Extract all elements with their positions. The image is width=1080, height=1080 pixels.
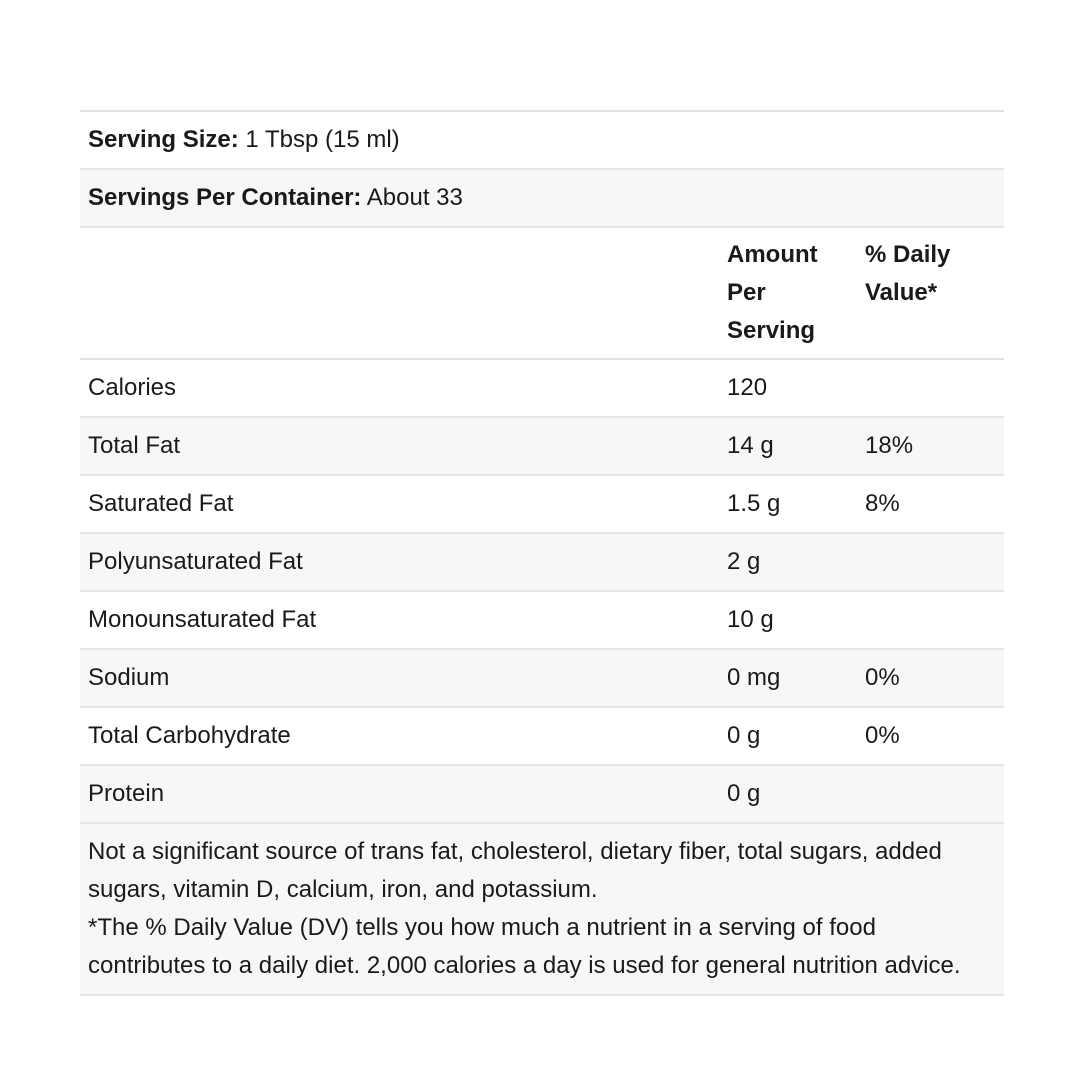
- nutrient-daily-value: [865, 775, 1004, 822]
- nutrient-amount: 0 mg: [727, 664, 781, 691]
- amount-column-header: Amount Per Serving: [727, 241, 818, 344]
- servings-per-container-label: Servings Per Container:: [88, 184, 362, 211]
- nutrient-row: [80, 650, 1004, 708]
- nutrient-name: Polyunsaturated Fat: [88, 548, 303, 575]
- nutrient-name: Total Fat: [88, 432, 181, 459]
- serving-size-label: Serving Size:: [88, 126, 239, 153]
- nutrient-amount: 14 g: [727, 432, 774, 459]
- nutrient-row: [80, 534, 1004, 592]
- nutrient-daily-value: [865, 543, 1004, 590]
- nutrient-amount: 10 g: [727, 606, 774, 633]
- daily-value-note: *The % Daily Value (DV) tells you how much a nutrient in a serving of food contributes to a daily diet. 2,000 calories a day is used for general nutrition advice.: [88, 914, 961, 979]
- nutrient-amount: 1.5 g: [727, 490, 781, 517]
- nutrient-amount: 0 g: [727, 780, 761, 807]
- not-significant-note: Not a significant source of trans fat, cholesterol, dietary fiber, total sugars, added sugars, vitamin D, calcium, iron, and potassium.: [88, 838, 942, 903]
- nutrient-amount: 2 g: [727, 548, 761, 575]
- nutrient-name: Protein: [88, 780, 165, 807]
- column-header-row: [80, 228, 1004, 360]
- nutrient-name: Calories: [88, 374, 177, 401]
- nutrient-name: Monounsaturated Fat: [88, 606, 317, 633]
- nutrient-row: [80, 592, 1004, 650]
- nutrient-daily-value: 0%: [865, 664, 900, 691]
- nutrient-name: Total Carbohydrate: [88, 722, 291, 749]
- nutrient-name: Saturated Fat: [88, 490, 234, 517]
- daily-value-column-header: % Daily Value*: [865, 241, 951, 306]
- serving-size-value: 1 Tbsp (15 ml): [245, 126, 400, 153]
- nutrient-row: [80, 418, 1004, 476]
- nutrient-row: [80, 360, 1004, 418]
- nutrient-daily-value: [865, 369, 1004, 416]
- nutrient-daily-value: 0%: [865, 722, 900, 749]
- nutrient-daily-value: [865, 601, 1004, 648]
- nutrient-daily-value: 8%: [865, 490, 900, 517]
- nutrient-name: Sodium: [88, 664, 170, 691]
- servings-per-container-value: About 33: [366, 184, 463, 211]
- nutrient-daily-value: 18%: [865, 432, 914, 459]
- serving-size-row: [80, 112, 1004, 170]
- nutrient-row: [80, 766, 1004, 824]
- nutrition-facts-table: [80, 110, 1004, 996]
- footnote: [80, 824, 1004, 996]
- nutrient-column-header: [80, 236, 727, 358]
- nutrient-amount: 120: [727, 374, 768, 401]
- nutrient-row: [80, 708, 1004, 766]
- nutrient-amount: 0 g: [727, 722, 761, 749]
- nutrient-row: [80, 476, 1004, 534]
- servings-per-container-row: [80, 170, 1004, 228]
